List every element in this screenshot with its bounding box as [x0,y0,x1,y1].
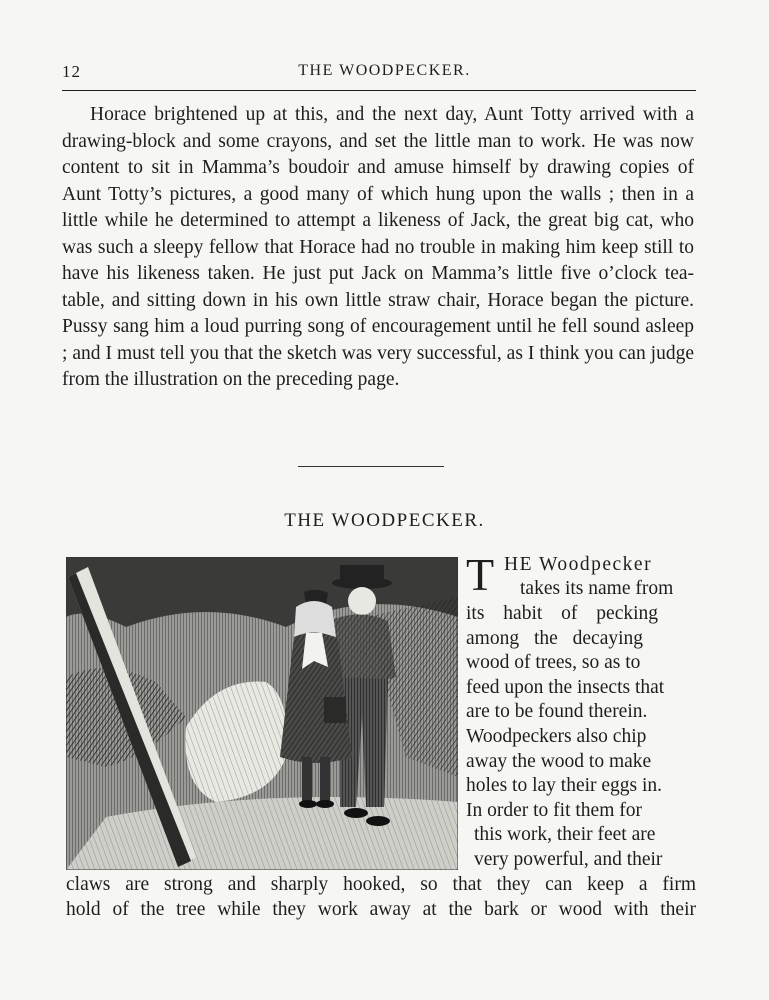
story-paragraph: Horace brightened up at this, and the next day, Aunt Totty arrived with a drawing-block and some crayons, and set the little man to work. He was now content to sit in Mamma’s boudoir and amuse himself by drawing copies of Aunt Totty’s pictures, a good many of which hung upon the walls ; then in a little while he determined to attempt a likeness of Jack, the great big cat, who was such a sleepy fellow that Horace had no trouble in making him keep still to have his likeness taken. He just put Jack on Mamma’s little five o’clock tea-table, and sitting down in his own little straw chair, Horace began the picture. Pussy sang him a loud purring song of encouragement until he fell sound asleep ; and I must tell you that the sketch was very successful, as I think you can judge from the illustration on the preceding page. [62,104,694,390]
body-line: In order to fit them for [466,800,642,821]
body-line: its habit of pecking [466,603,659,624]
body-line: holes to lay their eggs in. [466,775,663,796]
body-line: hold of the tree while they work away at the bark or wood with their [66,899,696,920]
body-line: are to be found therein. [466,701,648,722]
body-line: claws are strong and sharply hooked, so that they can keep a firm [66,874,696,895]
body-line: wood of trees, so as to [466,652,641,673]
body-line: feed upon the insects that [466,677,665,698]
page-number: 12 [62,62,81,81]
body-line: HE Woodpecker [504,554,653,575]
body-line: Woodpeckers also chip [466,726,647,747]
body-line: this work, their feet are [474,824,656,845]
body-line: among the decaying [466,628,644,649]
body-line: very powerful, and their [474,849,663,870]
running-title: THE WOODPECKER. [298,62,471,79]
body-line: away the wood to make [466,751,652,772]
section-divider [298,466,444,467]
header-rule [62,90,696,91]
drop-cap: T [466,549,495,600]
engraving-illustration [66,557,458,870]
body-line: takes its name from [520,578,674,599]
section-title: THE WOODPECKER. [284,510,485,531]
